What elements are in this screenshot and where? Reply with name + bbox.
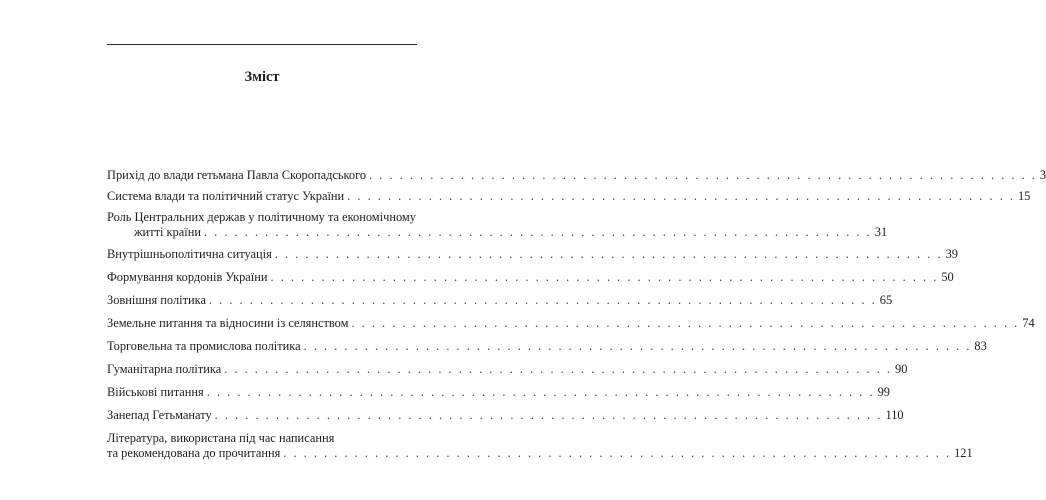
toc-leader: . . . . . . . . . . . . . . . . . . . . . . . . . . . . . . . . . . . . . . . . . . . . . . . . . . . . . . . . . . . . . . . . . . <box>270 270 939 284</box>
toc-entry-label: Гуманітарна політика <box>107 362 222 376</box>
toc-entry[interactable] <box>107 408 904 423</box>
toc-entry[interactable] <box>107 247 958 262</box>
toc-entry-label: Торговельна та промислова політика <box>107 339 301 353</box>
toc-leader: . . . . . . . . . . . . . . . . . . . . . . . . . . . . . . . . . . . . . . . . . . . . . . . . . . . . . . . . . . . . . . . . . . <box>214 408 883 422</box>
toc-entry[interactable] <box>107 168 1046 183</box>
toc-entry-page: 50 <box>941 270 954 284</box>
toc-entry-page: 39 <box>945 247 958 261</box>
toc-entry-label-line2: та рекомендована до прочитання <box>107 446 281 460</box>
toc-entry-label: Зовнішня політика <box>107 293 206 307</box>
toc-leader: . . . . . . . . . . . . . . . . . . . . . . . . . . . . . . . . . . . . . . . . . . . . . . . . . . . . . . . . . . . . . . . . . . <box>206 385 875 399</box>
toc-leader: . . . . . . . . . . . . . . . . . . . . . . . . . . . . . . . . . . . . . . . . . . . . . . . . . . . . . . . . . . . . . . . . . . <box>274 247 943 261</box>
toc-entry-label: Система влади та політичний статус України <box>107 189 345 203</box>
toc-entry-label: Земельне питання та відносини із селянством <box>107 316 349 330</box>
toc-entry-label: Занепад Гетьманату <box>107 408 212 422</box>
toc-entry-label-line1: Література, використана під час написання <box>107 431 335 445</box>
toc-leader: . . . . . . . . . . . . . . . . . . . . . . . . . . . . . . . . . . . . . . . . . . . . . . . . . . . . . . . . . . . . . . . . . . <box>369 168 1037 182</box>
toc-entry-label-line2: житті країни <box>134 225 201 239</box>
toc-leader: . . . . . . . . . . . . . . . . . . . . . . . . . . . . . . . . . . . . . . . . . . . . . . . . . . . . . . . . . . . . . . . . . . <box>303 339 972 353</box>
toc-entry-page: 121 <box>954 446 973 460</box>
toc-entry[interactable] <box>107 189 1031 204</box>
toc-leader: . . . . . . . . . . . . . . . . . . . . . . . . . . . . . . . . . . . . . . . . . . . . . . . . . . . . . . . . . . . . . . . . . . <box>347 189 1015 203</box>
toc-leader: . . . . . . . . . . . . . . . . . . . . . . . . . . . . . . . . . . . . . . . . . . . . . . . . . . . . . . . . . . . . . . . . . . <box>224 362 893 376</box>
toc-entry-page: 74 <box>1022 316 1035 330</box>
toc-entry-page: 31 <box>874 225 888 239</box>
toc-entry-label-line1: Роль Центральних держав у політичному та економічному <box>107 210 416 224</box>
toc-entry-page: 3 <box>1039 168 1046 182</box>
toc-leader: . . . . . . . . . . . . . . . . . . . . . . . . . . . . . . . . . . . . . . . . . . . . . . . . . . . . . . . . . . . . . . . . . . <box>283 446 952 460</box>
toc-entry-page: 90 <box>895 362 908 376</box>
toc-entry[interactable] <box>107 210 888 240</box>
toc-entry[interactable] <box>107 316 1035 331</box>
toc-leader: . . . . . . . . . . . . . . . . . . . . . . . . . . . . . . . . . . . . . . . . . . . . . . . . . . . . . . . . . . . . . . . . . . <box>351 316 1020 330</box>
toc-leader: . . . . . . . . . . . . . . . . . . . . . . . . . . . . . . . . . . . . . . . . . . . . . . . . . . . . . . . . . . . . . . . . . . <box>203 225 872 239</box>
table-of-contents <box>107 168 1046 461</box>
toc-entry-page: 65 <box>879 293 893 307</box>
toc-entry-page: 83 <box>974 339 987 353</box>
toc-entry-page: 110 <box>885 408 904 422</box>
page-title: Зміст <box>244 69 280 85</box>
toc-entry-label: Прихід до влади гетьмана Павла Скоропадського <box>107 168 367 182</box>
toc-entry-label: Внутрішньополітична ситуація <box>107 247 272 261</box>
toc-entry[interactable] <box>107 431 973 461</box>
toc-entry[interactable] <box>107 362 908 377</box>
toc-leader: . . . . . . . . . . . . . . . . . . . . . . . . . . . . . . . . . . . . . . . . . . . . . . . . . . . . . . . . . . . . . . . . . . <box>208 293 877 307</box>
toc-entry[interactable] <box>107 293 893 308</box>
toc-entry-page: 99 <box>877 385 890 399</box>
toc-entry[interactable] <box>107 270 954 285</box>
top-rule <box>107 44 417 45</box>
toc-entry-label: Формування кордонів України <box>107 270 268 284</box>
toc-entry[interactable] <box>107 339 987 354</box>
toc-entry-page: 15 <box>1017 189 1031 203</box>
toc-entry[interactable] <box>107 385 890 400</box>
toc-entry-label: Військові питання <box>107 385 204 399</box>
